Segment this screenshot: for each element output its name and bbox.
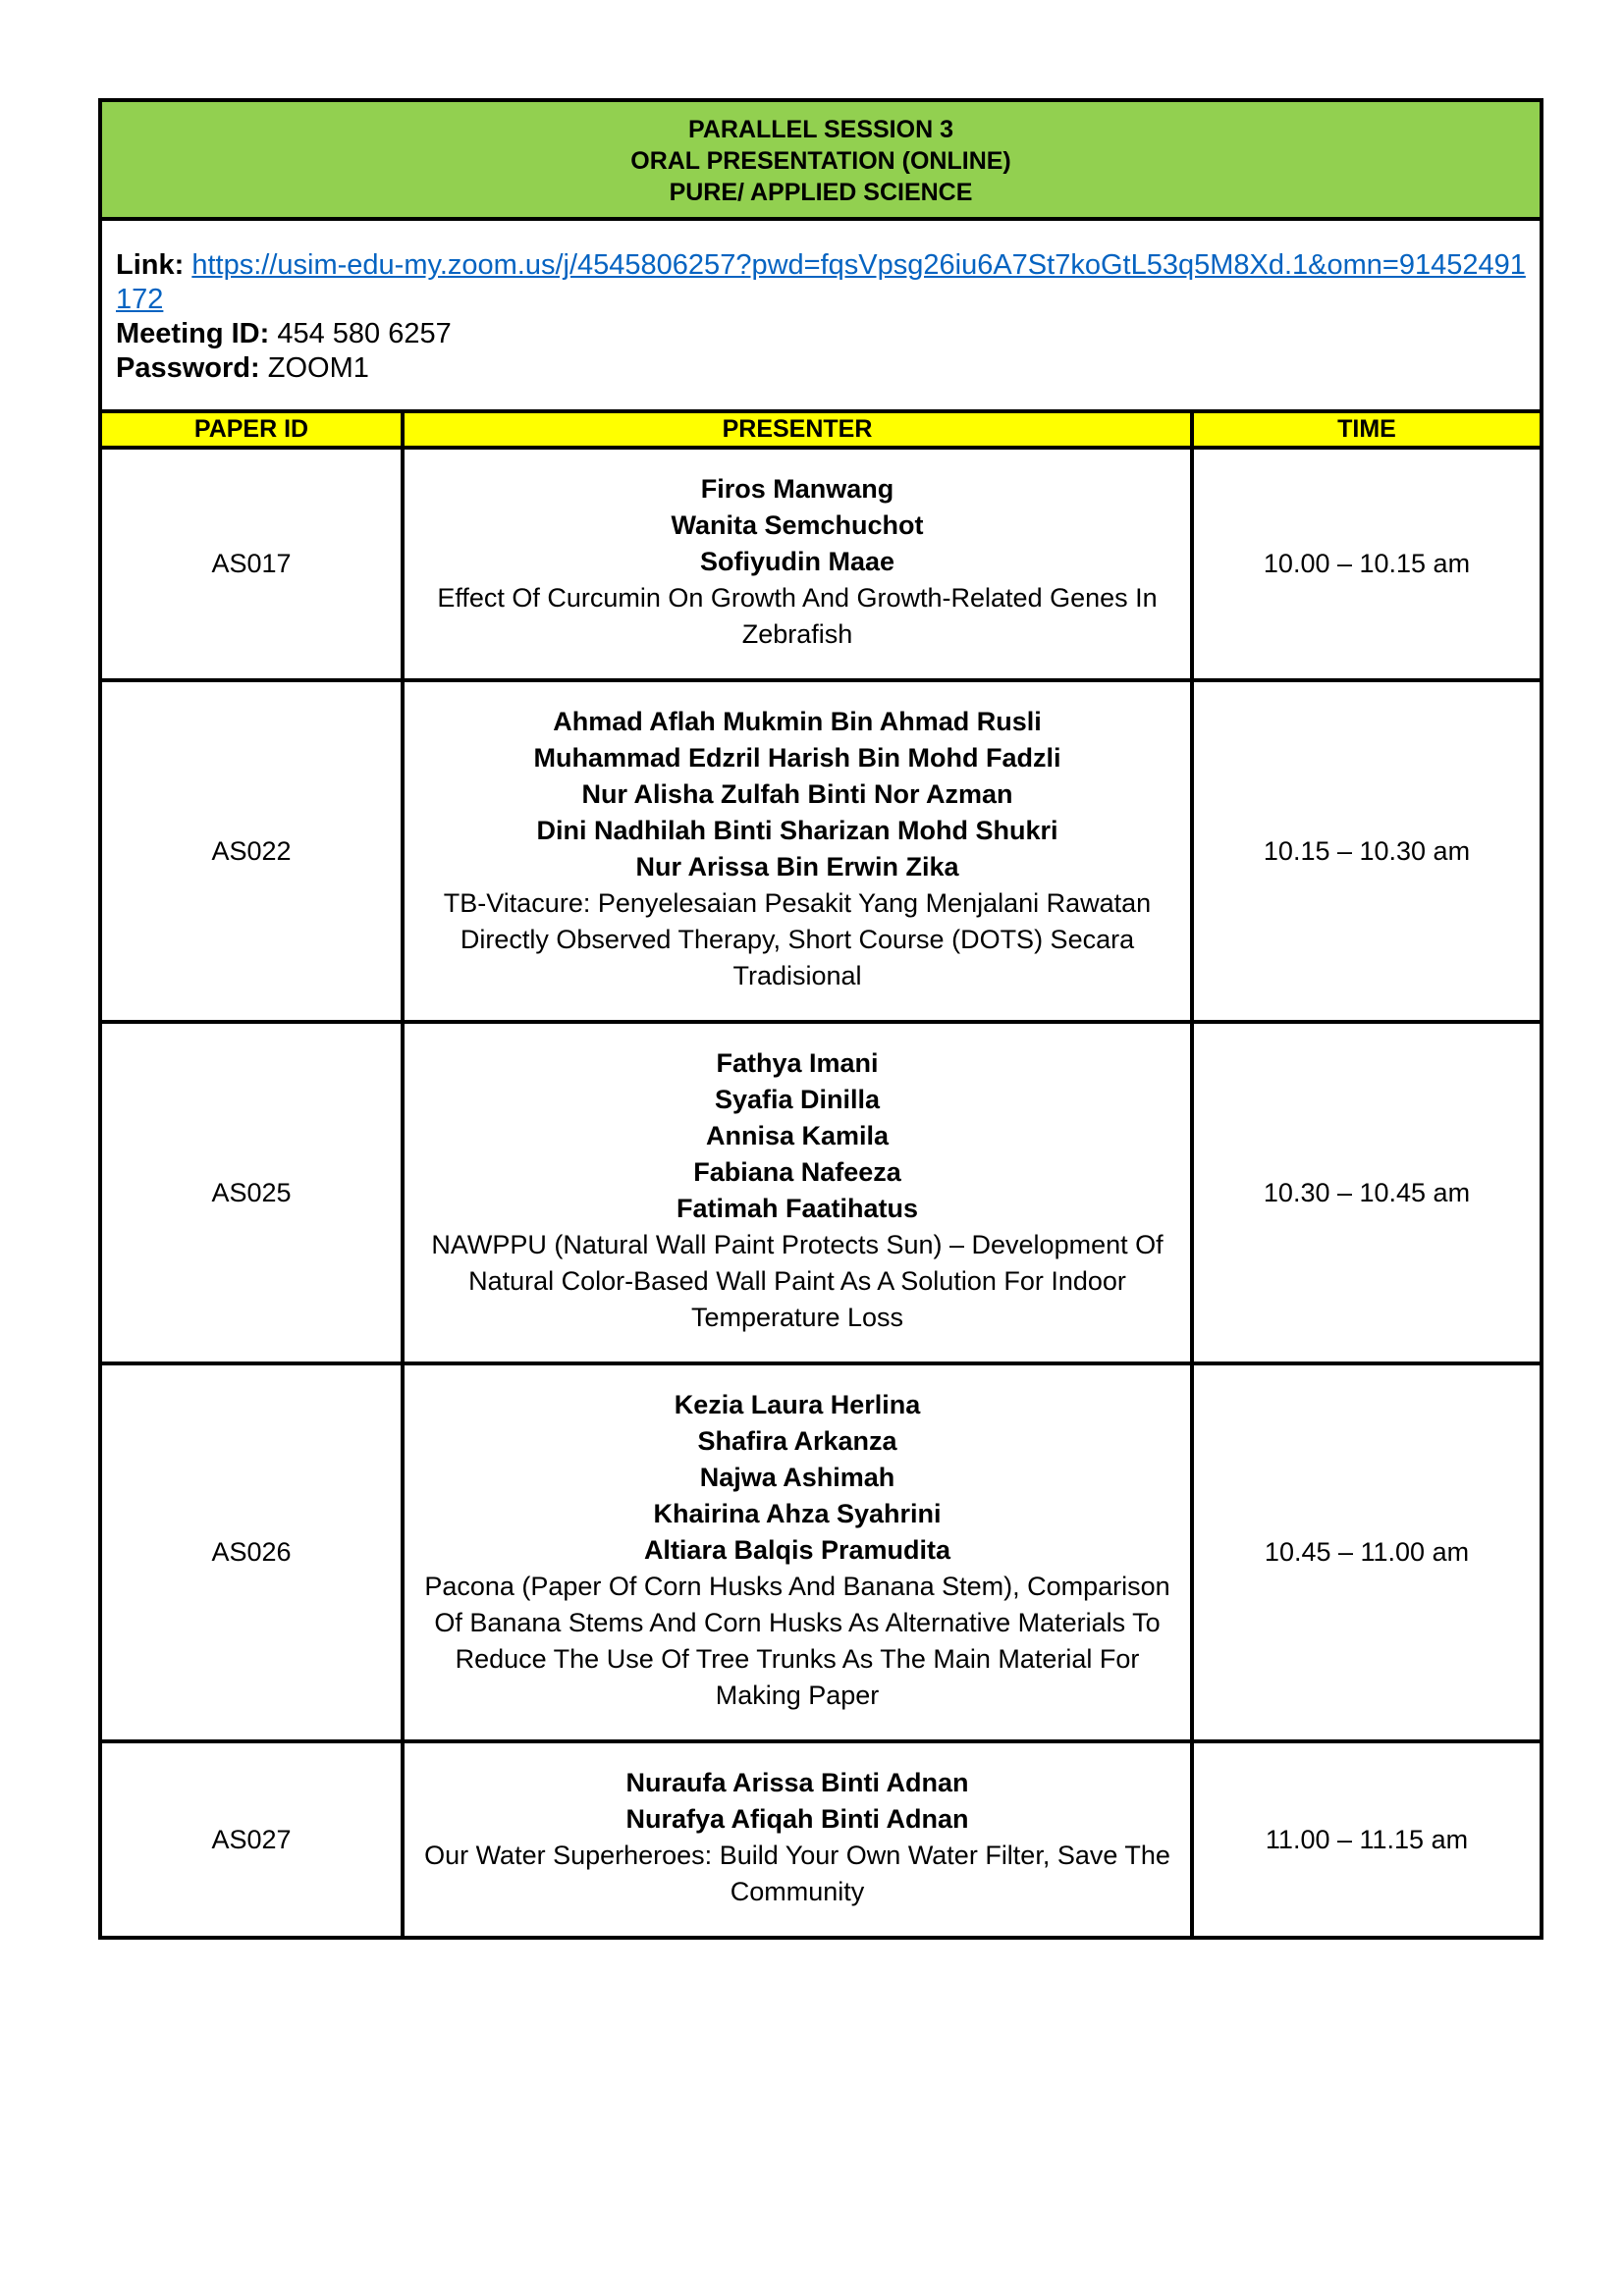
presenter-name: Khairina Ahza Syahrini [653, 1499, 942, 1528]
presenter-cell [403, 1741, 1192, 1936]
presenter-name: Wanita Semchuchot [671, 510, 924, 540]
presenter-name: Nuraufa Arissa Binti Adnan [625, 1768, 969, 1797]
presenter-name: Nur Arissa Bin Erwin Zika [635, 852, 959, 881]
presenter-name: Fabiana Nafeeza [693, 1157, 901, 1187]
meeting-id-value: 454 580 6257 [277, 318, 452, 349]
paper-title: Effect Of Curcumin On Growth And Growth-Related Genes In Zebrafish [437, 583, 1158, 649]
password-value: ZOOM1 [267, 352, 369, 384]
presenter-name: Shafira Arkanza [697, 1426, 897, 1456]
paper-id: AS026 [102, 1363, 403, 1741]
presenter-name: Fatimah Faatihatus [676, 1194, 919, 1223]
header-paper-id: PAPER ID [102, 413, 403, 448]
presenter-name: Annisa Kamila [705, 1121, 890, 1150]
session-schedule [98, 98, 1543, 1940]
presenter-name: Najwa Ashimah [699, 1463, 895, 1492]
paper-id: AS017 [102, 448, 403, 680]
paper-id: AS022 [102, 680, 403, 1022]
presenter-cell [403, 1363, 1192, 1741]
table-row [102, 448, 1540, 680]
paper-id: AS025 [102, 1022, 403, 1363]
presenter-name: Firos Manwang [700, 474, 894, 504]
table-row [102, 680, 1540, 1022]
presenter-name: Sofiyudin Maae [699, 547, 895, 576]
time-slot: 11.00 – 11.15 am [1192, 1741, 1540, 1936]
link-line [116, 248, 1526, 317]
presenter-name: Dini Nadhilah Binti Sharizan Mohd Shukri [536, 816, 1058, 845]
presenter-name: Syafia Dinilla [714, 1085, 881, 1114]
meeting-id-label: Meeting ID: [116, 318, 270, 349]
session-title: PARALLEL SESSION 3 [688, 116, 953, 143]
table-header-row [102, 413, 1540, 448]
table-row [102, 1741, 1540, 1936]
paper-id: AS027 [102, 1741, 403, 1936]
header-presenter: PRESENTER [403, 413, 1192, 448]
time-slot: 10.00 – 10.15 am [1192, 448, 1540, 680]
session-mode: ORAL PRESENTATION (ONLINE) [630, 147, 1011, 175]
paper-title: TB-Vitacure: Penyelesaian Pesakit Yang Menjalani Rawatan Directly Observed Therapy, Short Course (DOTS) Secara Tradisional [443, 888, 1152, 990]
presenter-name: Kezia Laura Herlina [674, 1390, 921, 1419]
link-label: Link: [116, 249, 185, 281]
presenter-name: Nur Alisha Zulfah Binti Nor Azman [581, 779, 1013, 809]
presentation-table [102, 413, 1540, 1936]
presenter-cell [403, 448, 1192, 680]
presenter-name: Muhammad Edzril Harish Bin Mohd Fadzli [533, 743, 1061, 773]
header-time: TIME [1192, 413, 1540, 448]
time-slot: 10.30 – 10.45 am [1192, 1022, 1540, 1363]
meeting-id-line [116, 317, 1526, 351]
presenter-name: Fathya Imani [716, 1048, 879, 1078]
presenter-name: Ahmad Aflah Mukmin Bin Ahmad Rusli [553, 707, 1042, 736]
presenter-cell [403, 1022, 1192, 1363]
password-line [116, 351, 1526, 386]
presenter-name: Nurafya Afiqah Binti Adnan [625, 1804, 969, 1834]
password-label: Password: [116, 352, 260, 384]
table-row [102, 1022, 1540, 1363]
paper-title: NAWPPU (Natural Wall Paint Protects Sun) – Development Of Natural Color-Based Wall Paint As A Solution For Indoor Temperature Loss [431, 1230, 1164, 1332]
session-header [102, 102, 1540, 221]
zoom-link[interactable]: https://usim-edu-my.zoom.us/j/4545806257?pwd=fqsVpsg26iu6A7St7koGtL53q5M8Xd.1&omn=91452491172 [116, 249, 1526, 315]
session-field: PURE/ APPLIED SCIENCE [669, 179, 973, 206]
presenter-cell [403, 680, 1192, 1022]
presenter-name: Altiara Balqis Pramudita [643, 1535, 951, 1565]
time-slot: 10.15 – 10.30 am [1192, 680, 1540, 1022]
table-row [102, 1363, 1540, 1741]
meeting-info [102, 221, 1540, 413]
paper-title: Pacona (Paper Of Corn Husks And Banana Stem), Comparison Of Banana Stems And Corn Husks As Alternative Materials To Reduce The Use Of Tree Trunks As The Main Material For Making Paper [424, 1572, 1170, 1710]
paper-title: Our Water Superheroes: Build Your Own Water Filter, Save The Community [424, 1841, 1170, 1906]
time-slot: 10.45 – 11.00 am [1192, 1363, 1540, 1741]
